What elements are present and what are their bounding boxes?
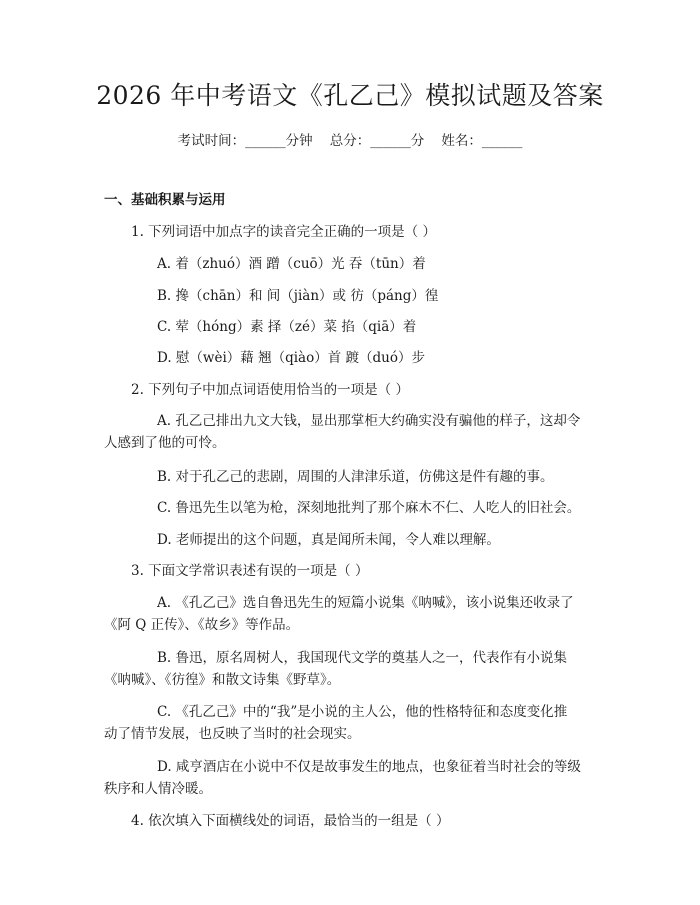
question-3-option-b-line2: 《呐喊》、《彷徨》和散文诗集《野草》。 — [104, 672, 341, 688]
question-2-option-c: C. 鲁迅先生以笔为枪，深刻地批判了那个麻木不仁、人吃人的旧社会。 — [157, 500, 581, 516]
question-2-option-a-line2: 人感到了他的可怜。 — [104, 435, 226, 451]
page-title: 2026 年中考语文《孔乙己》模拟试题及答案 — [96, 81, 604, 110]
question-3-stem: 3. 下面文学常识表述有误的一项是（ ） — [131, 563, 369, 579]
question-1-stem: 1. 下列词语中加点字的读音完全正确的一项是（ ） — [131, 224, 436, 240]
question-1-option-a: A. 着（zhuó）酒 蹭（cuō）光 吞（tūn）着 — [157, 256, 426, 272]
question-2-option-b: B. 对于孔乙己的悲剧，周围的人津津乐道，仿佛这是件有趣的事。 — [157, 469, 554, 485]
question-1-option-b: B. 搀（chān）和 间（jiàn）或 彷（páng）徨 — [157, 288, 439, 304]
question-3-option-d-line2: 秩序和人情冷暖。 — [104, 781, 212, 797]
question-3-option-c-line1: C. 《孔乙己》中的“我”是小说的主人公，他的性格特征和态度变化推 — [157, 704, 568, 720]
question-3-option-a-line1: A. 《孔乙己》选自鲁迅先生的短篇小说集《呐喊》，该小说集还收录了 — [157, 595, 574, 611]
question-1-option-d: D. 慰（wèi）藉 翘（qiào）首 踱（duó）步 — [157, 350, 425, 366]
question-2-stem: 2. 下列句子中加点词语使用恰当的一项是（ ） — [131, 382, 409, 398]
exam-info-line: 考试时间：______分钟 总分：______分 姓名：______ — [177, 133, 523, 149]
question-1-option-c: C. 荤（hóng）素 择（zé）菜 掐（qiā）着 — [157, 319, 417, 335]
question-3-option-a-line2: 《阿 Q 正传》、《故乡》等作品。 — [104, 617, 300, 633]
question-2-option-a-line1: A. 孔乙己排出九文大钱，显出那掌柜大约确实没有骗他的样子，这却令 — [157, 413, 581, 429]
section-heading: 一、基础积累与运用 — [104, 192, 226, 208]
question-3-option-b-line1: B. 鲁迅，原名周树人，我国现代文学的奠基人之一，代表作有小说集 — [157, 650, 568, 666]
question-3-option-d-line1: D. 咸亨酒店在小说中不仅是故事发生的地点，也象征着当时社会的等级 — [157, 759, 581, 775]
question-3-option-c-line2: 动了情节发展，也反映了当时的社会现实。 — [104, 726, 361, 742]
question-4-stem: 4. 依次填入下面横线处的词语，最恰当的一组是（ ） — [131, 813, 450, 829]
question-2-option-d: D. 老师提出的这个问题，真是闻所未闻，令人难以理解。 — [157, 532, 500, 548]
